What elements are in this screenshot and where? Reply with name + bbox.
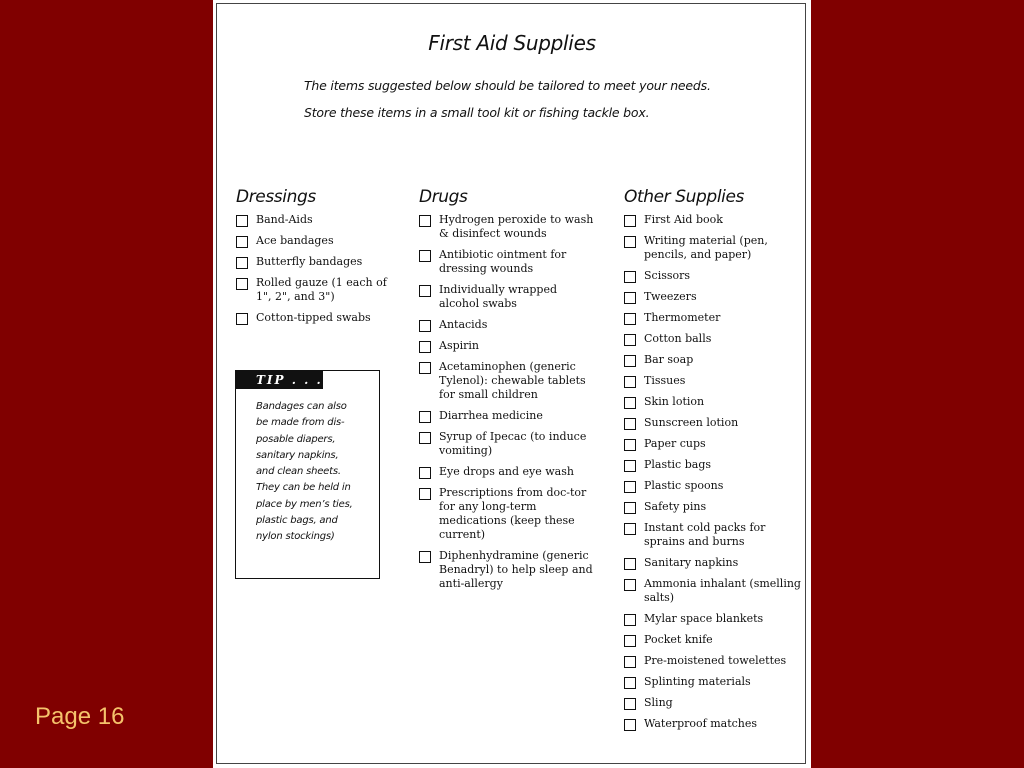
checkbox[interactable]	[419, 285, 431, 297]
checklist-item-label: Eye drops and eye wash	[439, 465, 574, 478]
checklist-item-label: Cotton-tipped swabs	[256, 311, 371, 324]
checklist-item	[624, 521, 804, 549]
checklist-item-label: Tissues	[644, 374, 686, 387]
checklist-item-label: Plastic spoons	[644, 479, 724, 492]
checklist-item	[419, 409, 599, 423]
checklist-item-label: Skin lotion	[644, 395, 705, 408]
tip-line: sanitary napkins,	[256, 449, 339, 461]
checklist-item	[624, 654, 804, 668]
tip-line: posable diapers,	[256, 433, 336, 445]
checkbox[interactable]	[624, 397, 636, 409]
checklist-item-label: Paper cups	[644, 437, 706, 450]
checklist-item	[236, 276, 396, 304]
checklist-item	[624, 633, 804, 647]
checkbox[interactable]	[624, 215, 636, 227]
checklist-item	[419, 465, 599, 479]
checklist-item	[624, 717, 804, 731]
checklist-item	[624, 234, 804, 262]
checklist-item-label: Hydrogen peroxide to wash & disinfect wounds	[439, 213, 594, 240]
checkbox[interactable]	[624, 460, 636, 472]
checklist-item-label: Cotton balls	[644, 332, 712, 345]
checkbox[interactable]	[624, 376, 636, 388]
checkbox[interactable]	[624, 719, 636, 731]
checklist-item-label: Ace bandages	[256, 234, 334, 247]
tip-line: They can be held in	[256, 482, 351, 494]
drugs-heading: Drugs	[419, 187, 468, 207]
checkbox[interactable]	[624, 677, 636, 689]
checkbox[interactable]	[236, 257, 248, 269]
checklist-item-label: Thermometer	[644, 311, 721, 324]
checklist-item	[236, 234, 396, 248]
checklist-item-label: Plastic bags	[644, 458, 712, 471]
checklist-item	[624, 269, 804, 283]
checkbox[interactable]	[236, 215, 248, 227]
checklist-item-label: Safety pins	[644, 500, 707, 513]
checklist-item-label: Syrup of Ipecac (to induce vomiting)	[439, 430, 587, 457]
checkbox[interactable]	[624, 334, 636, 346]
checkbox[interactable]	[624, 579, 636, 591]
document-page	[213, 0, 811, 768]
checkbox[interactable]	[419, 215, 431, 227]
checkbox[interactable]	[624, 558, 636, 570]
checklist-item	[419, 248, 599, 276]
checklist-item	[624, 374, 804, 388]
checklist-item	[236, 255, 396, 269]
checkbox[interactable]	[419, 341, 431, 353]
checkbox[interactable]	[624, 523, 636, 535]
checklist-item	[419, 549, 599, 591]
checklist-item	[624, 675, 804, 689]
checklist-item	[624, 332, 804, 346]
checklist-item-label: Individually wrapped alcohol swabs	[439, 283, 558, 310]
checkbox[interactable]	[419, 467, 431, 479]
checklist-item-label: Scissors	[644, 269, 691, 282]
checklist-item-label: Splinting materials	[644, 675, 751, 688]
checklist-item	[624, 416, 804, 430]
dressings-heading: Dressings	[236, 187, 316, 207]
checklist-item	[419, 486, 599, 542]
checklist-item-label: Mylar space blankets	[644, 612, 764, 625]
checkbox[interactable]	[624, 292, 636, 304]
checkbox[interactable]	[624, 614, 636, 626]
checklist-item	[624, 290, 804, 304]
checklist-item	[624, 577, 804, 605]
tip-line: place by men’s ties,	[256, 498, 353, 510]
checklist-item-label: Waterproof matches	[644, 717, 758, 730]
checklist-item	[236, 311, 396, 325]
checklist-item	[624, 458, 804, 472]
checklist-item-label: Tweezers	[644, 290, 697, 303]
checklist-item	[624, 213, 804, 227]
checkbox[interactable]	[236, 236, 248, 248]
checkbox[interactable]	[419, 551, 431, 563]
checklist-item-label: Diarrhea medicine	[439, 409, 543, 422]
checklist-item-label: First Aid book	[644, 213, 723, 226]
checkbox[interactable]	[419, 362, 431, 374]
other-supplies-column	[624, 187, 804, 738]
checkbox[interactable]	[624, 481, 636, 493]
checklist-item	[624, 395, 804, 409]
checklist-item	[624, 479, 804, 493]
other-supplies-heading: Other Supplies	[624, 187, 744, 207]
other-supplies-list	[624, 213, 804, 731]
checklist-item-label: Antacids	[439, 318, 488, 331]
checkbox[interactable]	[624, 271, 636, 283]
checkbox[interactable]	[236, 313, 248, 325]
checklist-item	[624, 311, 804, 325]
intro-line-2: Store these items in a small tool kit or fishing tackle box.	[304, 105, 650, 120]
checklist-item-label: Band-Aids	[256, 213, 313, 226]
dressings-column	[236, 187, 396, 332]
checklist-item-label: Instant cold packs for sprains and burns	[644, 521, 766, 548]
document-title: First Aid Supplies	[428, 31, 596, 55]
checklist-item-label: Rolled gauze (1 each of 1", 2", and 3")	[256, 276, 387, 303]
checklist-item	[236, 213, 396, 227]
checkbox[interactable]	[624, 418, 636, 430]
checklist-item-label: Pocket knife	[644, 633, 713, 646]
tip-line: Bandages can also	[256, 401, 347, 412]
checklist-item	[624, 437, 804, 451]
checklist-item-label: Antibiotic ointment for dressing wounds	[439, 248, 567, 275]
checklist-item-label: Diphenhydramine (generic Benadryl) to help sleep and anti-allergy	[439, 549, 593, 590]
checkbox[interactable]	[624, 698, 636, 710]
checklist-item-label: Pre-moistened towelettes	[644, 654, 787, 667]
checkbox[interactable]	[624, 313, 636, 325]
checklist-item	[419, 283, 599, 311]
checklist-item-label: Butterfly bandages	[256, 255, 363, 268]
checklist-item-label: Sunscreen lotion	[644, 416, 739, 429]
checklist-item	[624, 556, 804, 570]
tip-text	[256, 399, 371, 546]
tip-box	[235, 370, 380, 579]
checklist-item	[419, 360, 599, 402]
checklist-item-label: Writing material (pen, pencils, and paper)	[644, 234, 768, 261]
intro-line-1: The items suggested below should be tailored to meet your needs.	[304, 78, 711, 93]
checkbox[interactable]	[624, 355, 636, 367]
checkbox[interactable]	[624, 656, 636, 668]
checklist-item	[624, 612, 804, 626]
checklist-item-label: Sanitary napkins	[644, 556, 739, 569]
checkbox[interactable]	[419, 411, 431, 423]
checkbox[interactable]	[624, 635, 636, 647]
checkbox[interactable]	[624, 502, 636, 514]
checklist-item	[419, 430, 599, 458]
checkbox[interactable]	[419, 250, 431, 262]
checklist-item-label: Prescriptions from doc-tor for any long-term medications (keep these current)	[439, 486, 587, 541]
tip-line: nylon stockings)	[256, 531, 335, 543]
dressings-list	[236, 213, 396, 325]
checklist-item-label: Aspirin	[439, 339, 480, 352]
page-number-label: Page 16	[35, 703, 125, 730]
checkbox[interactable]	[419, 432, 431, 444]
checklist-item	[419, 318, 599, 332]
checklist-item	[419, 213, 599, 241]
checkbox[interactable]	[419, 488, 431, 500]
checklist-item-label: Acetaminophen (generic Tylenol): chewable tablets for small children	[439, 360, 586, 401]
checklist-item	[624, 353, 804, 367]
checklist-item-label: Bar soap	[644, 353, 694, 366]
checklist-item	[624, 696, 804, 710]
tip-heading: TIP . . .	[236, 371, 323, 389]
tip-line: be made from dis-	[256, 417, 345, 429]
checklist-item	[624, 500, 804, 514]
checklist-item	[419, 339, 599, 353]
checkbox[interactable]	[419, 320, 431, 332]
tip-line: and clean sheets.	[256, 466, 341, 478]
checkbox[interactable]	[624, 439, 636, 451]
checklist-item-label: Sling	[644, 696, 673, 709]
tip-line: plastic bags, and	[256, 515, 338, 527]
drugs-column	[419, 187, 599, 598]
checkbox[interactable]	[624, 236, 636, 248]
drugs-list	[419, 213, 599, 591]
checklist-item-label: Ammonia inhalant (smelling salts)	[644, 577, 801, 604]
checkbox[interactable]	[236, 278, 248, 290]
